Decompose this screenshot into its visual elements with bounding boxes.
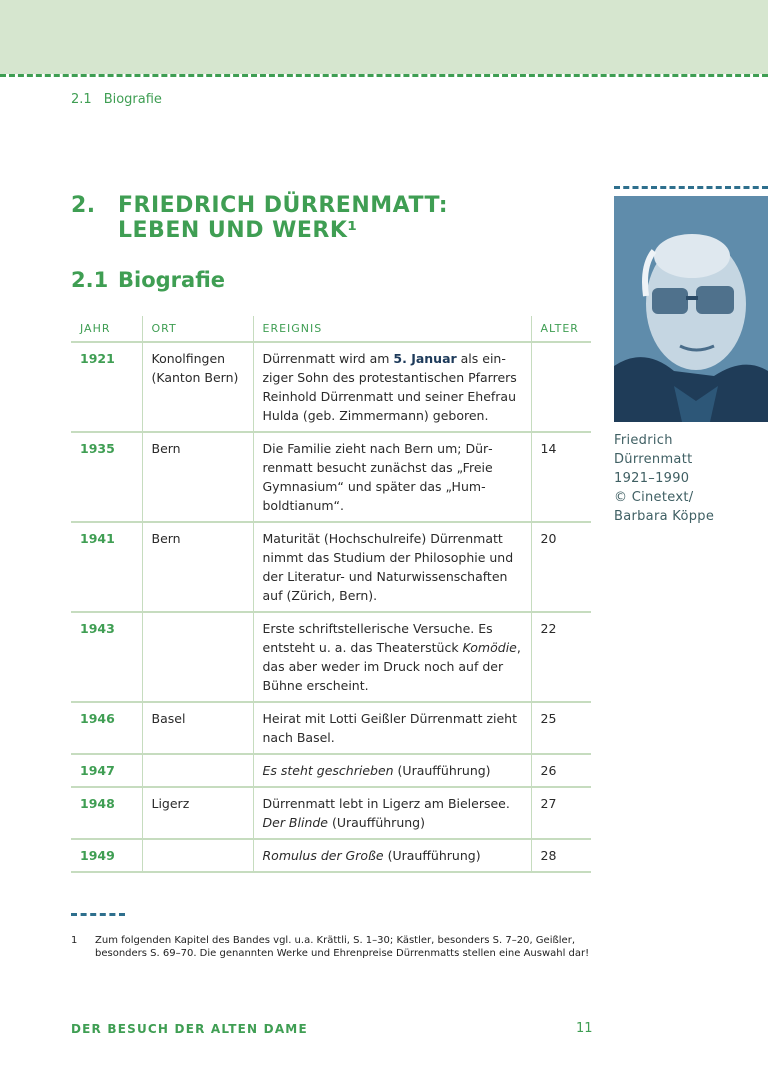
table-row [71, 702, 591, 754]
column-header-event: EREIGNIS [253, 316, 531, 342]
running-header [71, 92, 174, 107]
portrait-dash-rule [614, 186, 768, 189]
cell-year: 1921 [71, 342, 142, 432]
cell-place: Bern [142, 522, 253, 612]
portrait-photo [614, 196, 768, 422]
cell-year: 1948 [71, 787, 142, 839]
event-text: , das aber weder im Druck noch auf der Bühne erscheint. [262, 640, 521, 693]
event-text: 5. Januar [393, 351, 457, 366]
column-header-year: JAHR [71, 316, 142, 342]
table-row [71, 787, 591, 839]
event-text: Erste schriftstellerische Versuche. Es entsteht u. a. das Theaterstück [262, 621, 493, 655]
page-number: 11 [576, 1021, 593, 1036]
cell-year: 1941 [71, 522, 142, 612]
cell-age [531, 342, 591, 432]
cell-year: 1946 [71, 702, 142, 754]
table-row [71, 432, 591, 522]
chapter-title-line1: FRIEDRICH DÜRRENMATT: [118, 193, 449, 218]
table-row [71, 342, 591, 432]
cell-year: 1949 [71, 839, 142, 872]
footnote [71, 934, 591, 960]
cell-age: 25 [531, 702, 591, 754]
event-text: Maturität (Hochschulreife) Dürrenmatt nimmt das Studium der Philosophie und der Literatur- und Naturwissenschaften auf (Zürich, Bern). [262, 531, 514, 603]
table-row [71, 754, 591, 787]
event-text: Es steht geschrieben [262, 763, 394, 778]
cell-age: 22 [531, 612, 591, 702]
header-dash-rule [0, 74, 768, 77]
cell-age: 20 [531, 522, 591, 612]
cell-place: Bern [142, 432, 253, 522]
cell-place [142, 754, 253, 787]
event-text: Der Blinde [262, 815, 328, 830]
caption-line: 1921–1990 [614, 471, 690, 486]
section-title-text: Biografie [118, 268, 225, 292]
cell-year: 1947 [71, 754, 142, 787]
event-text: (Uraufführung) [328, 815, 425, 830]
cell-year: 1935 [71, 432, 142, 522]
cell-place: Basel [142, 702, 253, 754]
caption-line: © Cinetext/ [614, 490, 694, 505]
event-text: als einziger Sohn des protestantischen Pfarrers Reinhold Dürrenmatt und seiner Ehefrau Hulda (geb. Zimmermann) geboren. [262, 351, 517, 423]
cell-place [142, 612, 253, 702]
table-row [71, 522, 591, 612]
chapter-title-line2: LEBEN UND WERK¹ [118, 218, 358, 243]
footnote-rule [71, 913, 125, 916]
cell-age: 14 [531, 432, 591, 522]
event-text: Dürrenmatt lebt in Ligerz am Bielersee. [262, 796, 510, 811]
table-row [71, 612, 591, 702]
cell-year: 1943 [71, 612, 142, 702]
cell-age: 27 [531, 787, 591, 839]
section-number: 2.1 [71, 268, 109, 292]
event-text: Heirat mit Lotti Geißler Dürrenmatt zieht nach Basel. [262, 711, 518, 745]
cell-event [253, 754, 531, 787]
chapter-number: 2. [71, 193, 96, 218]
running-header-number: 2.1 [71, 92, 92, 107]
top-band [0, 0, 768, 74]
event-text: Die Familie zieht nach Bern um; Dürrenmatt besucht zunächst das „Freie Gymnasium“ und später das „Humboldtianum“. [262, 441, 493, 513]
event-text: Romulus der Große [262, 848, 384, 863]
cell-event [253, 612, 531, 702]
cell-age: 26 [531, 754, 591, 787]
cell-event [253, 432, 531, 522]
portrait-caption [614, 431, 714, 526]
event-text: (Uraufführung) [393, 763, 491, 778]
event-text: Komödie [462, 640, 517, 655]
running-header-label: Biografie [103, 92, 162, 107]
biography-table [71, 316, 591, 873]
table-header-row [71, 316, 591, 342]
table-row [71, 839, 591, 872]
footnote-number: 1 [71, 935, 78, 946]
cell-age: 28 [531, 839, 591, 872]
cell-event [253, 787, 531, 839]
caption-line: Barbara Köppe [614, 509, 715, 524]
column-header-place: ORT [142, 316, 253, 342]
cell-event [253, 342, 531, 432]
cell-event [253, 839, 531, 872]
event-text: Dürrenmatt wird am [262, 351, 394, 366]
cell-event [253, 522, 531, 612]
portrait-illustration [614, 196, 768, 422]
footer-book-title: DER BESUCH DER ALTEN DAME [71, 1022, 308, 1036]
cell-event [253, 702, 531, 754]
cell-place: Konolfingen (Kanton Bern) [142, 342, 253, 432]
event-text: (Uraufführung) [383, 848, 481, 863]
caption-line: Friedrich [614, 433, 673, 448]
caption-line: Dürrenmatt [614, 452, 693, 467]
cell-place: Ligerz [142, 787, 253, 839]
cell-place [142, 839, 253, 872]
column-header-age: ALTER [531, 316, 591, 342]
footnote-text: Zum folgenden Kapitel des Bandes vgl. u.a. Krättli, S. 1–30; Kästler, besonders S. 7–20, Geißler, besonders S. 69–70. Die genannten Werke und Ehrenpreise Dürrenmatts stellen eine Auswahl dar! [95, 935, 590, 959]
